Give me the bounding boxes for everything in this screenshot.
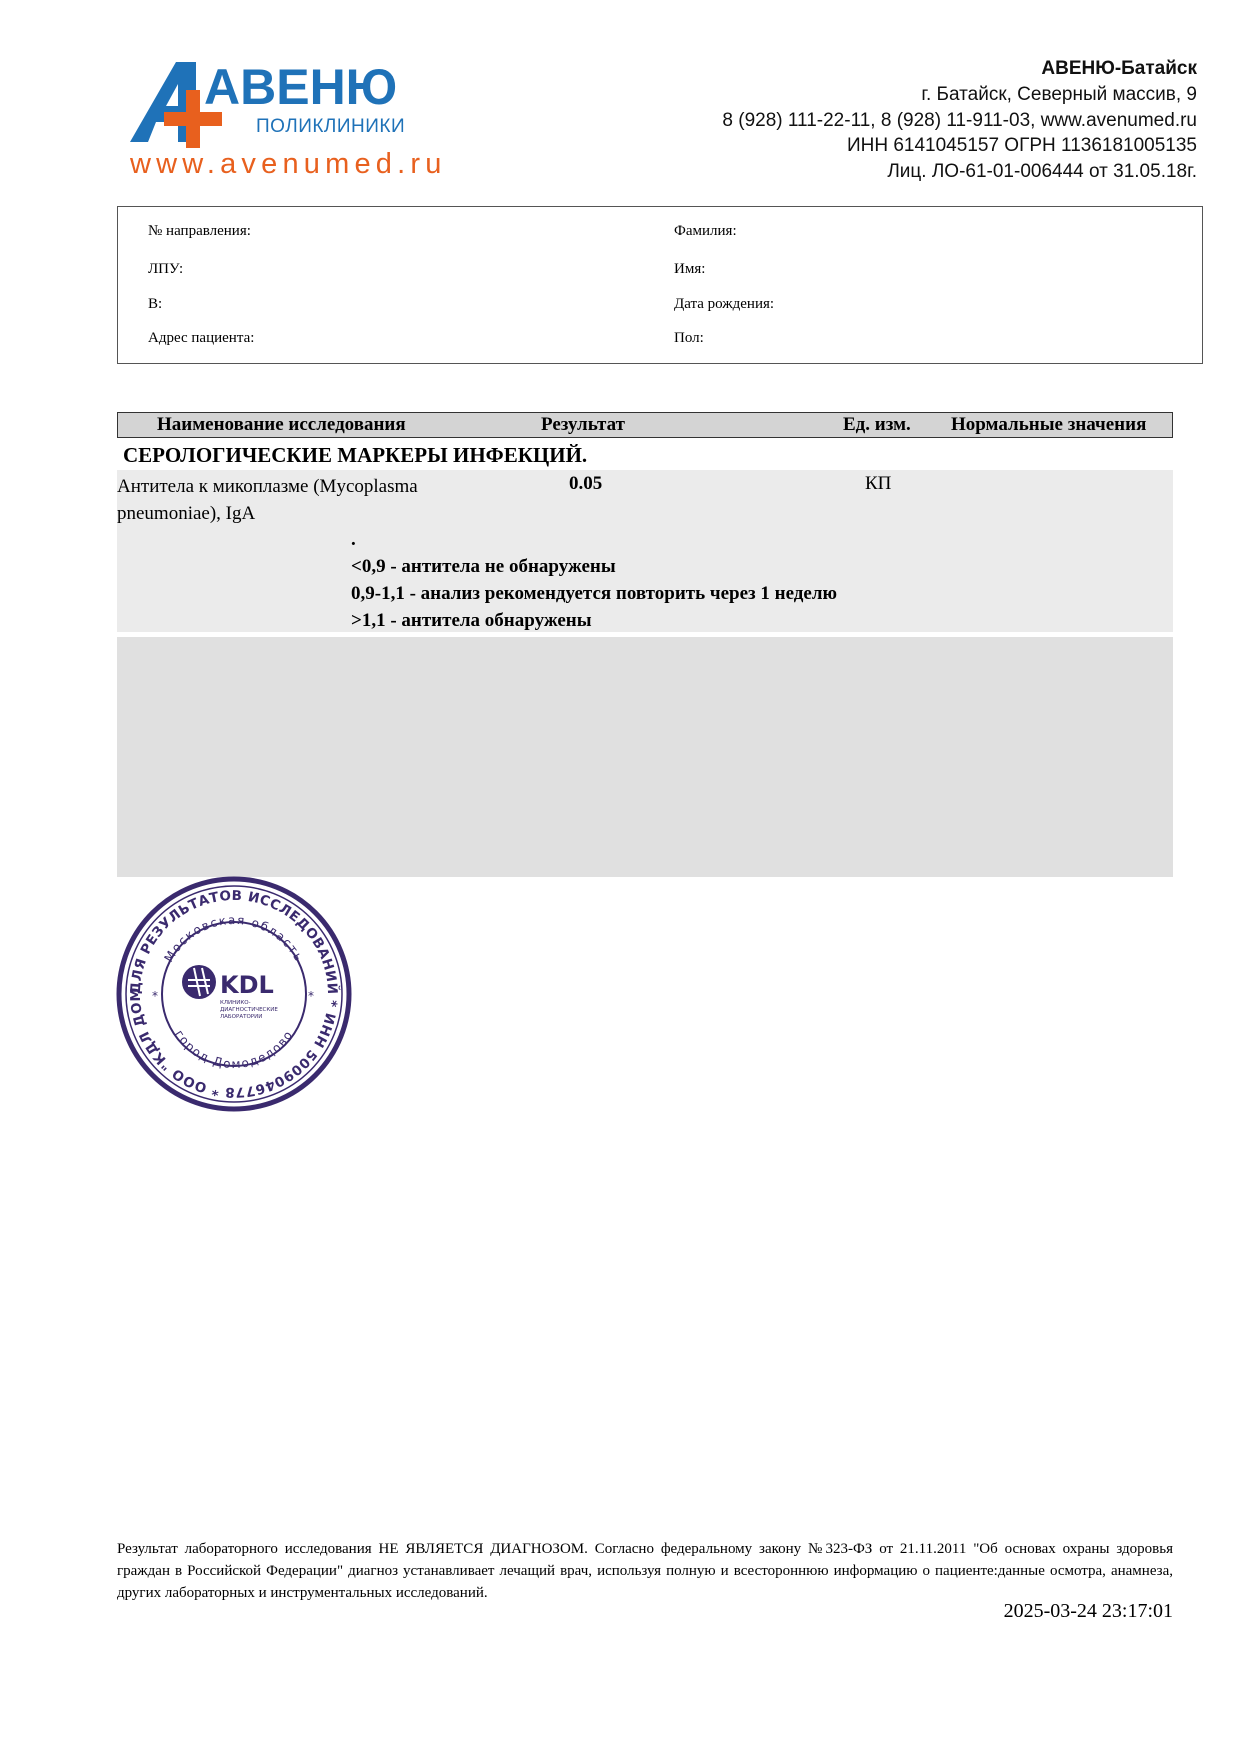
logo-url: www.avenumed.ru — [130, 148, 447, 180]
reference-note: <0,9 - антитела не обнаружены — [351, 556, 616, 577]
logo-wordmark: АВЕНЮ — [204, 59, 398, 115]
avenu-logo-mark — [128, 58, 458, 148]
clinic-name: АВЕНЮ-Батайск — [1041, 58, 1197, 79]
lpu-label: ЛПУ: — [148, 261, 184, 277]
clinic-info — [722, 56, 1197, 185]
kdl-logo-icon — [182, 965, 216, 999]
kdl-logo-text: KDL — [220, 971, 274, 999]
header-result: Результат — [541, 414, 625, 435]
referral-label: № направления: — [148, 223, 251, 239]
table-row — [117, 470, 1173, 632]
clinic-phones: 8 (928) 111-22-11, 8 (928) 11-911-03, www.avenumed.ru — [722, 109, 1197, 131]
stamp-inner-top: Московская область — [161, 912, 307, 965]
header-unit: Ед. изм. — [843, 414, 911, 435]
svg-text:*: * — [308, 989, 314, 1003]
patient-address-label: Адрес пациента: — [148, 330, 255, 346]
header-test-name: Наименование исследования — [157, 414, 406, 435]
surname-label: Фамилия: — [674, 223, 737, 239]
reference-note: . — [351, 529, 356, 550]
patient-info-box — [117, 206, 1203, 364]
clinic-logo — [128, 58, 458, 188]
empty-results-area — [117, 637, 1173, 877]
kdl-logo-sub-1: КЛИНИКО- — [220, 1000, 251, 1006]
stamp-outer-text: ДЛЯ РЕЗУЛЬТАТОВ ИССЛЕДОВАНИЙ * ИНН 5009046778 * ООО "КДЛ ДОМ — [127, 887, 341, 1101]
v-label: В: — [148, 296, 163, 312]
logo-subtitle: ПОЛИКЛИНИКИ — [256, 116, 406, 137]
kdl-logo-sub-2: ДИАГНОСТИЧЕСКИЕ — [220, 1007, 278, 1013]
reference-note: >1,1 - антитела обнаружены — [351, 610, 592, 631]
clinic-license: Лиц. ЛО-61-01-006444 от 31.05.18г. — [887, 161, 1197, 183]
clinic-address: г. Батайск, Северный массив, 9 — [921, 83, 1197, 105]
first-name-label: Имя: — [674, 261, 706, 277]
results-table-header — [117, 412, 1173, 438]
stamp-inner-bottom: город Домодедово — [172, 1027, 296, 1072]
sex-label: Пол: — [674, 330, 704, 346]
logo-plus-vertical — [186, 90, 200, 148]
kdl-logo-sub-3: ЛАБОРАТОРИИ — [220, 1014, 263, 1020]
reference-note: 0,9-1,1 - анализ рекомендуется повторить через 1 неделю — [351, 583, 838, 604]
reference-notes — [351, 526, 837, 634]
svg-text:город Домодедово — [172, 1027, 296, 1071]
test-result: 0.05 — [569, 473, 603, 494]
test-name: Антитела к микоплазме (Mycoplasma pneumoniae), IgA — [117, 476, 418, 524]
clinic-registration: ИНН 6141045157 ОГРН 1136181005135 — [846, 135, 1197, 157]
svg-text:*: * — [152, 989, 158, 1003]
header-norm: Нормальные значения — [951, 414, 1147, 435]
test-unit: КП — [865, 473, 892, 494]
legal-disclaimer: Результат лабораторного исследования НЕ ЯВЛЯЕТСЯ ДИАГНОЗОМ. Согласно федеральному закону №323-ФЗ от 21.11.2011 "Об основах охраны здоровья граждан в Российской Федерации" диагноз устанавливает лечащий врач, используя полную и всестороннюю информацию о пациенте:данные осмотра, анамнеза, других лабораторных и инструментальных исследований. — [117, 1541, 1173, 1601]
lab-stamp — [116, 876, 352, 1112]
stamp-seal — [116, 876, 352, 1112]
birth-date-label: Дата рождения: — [674, 296, 775, 312]
report-timestamp: 2025-03-24 23:17:01 — [1003, 1600, 1173, 1622]
svg-text:Московская область — [162, 913, 307, 965]
section-title: СЕРОЛОГИЧЕСКИЕ МАРКЕРЫ ИНФЕКЦИЙ. — [123, 443, 588, 467]
